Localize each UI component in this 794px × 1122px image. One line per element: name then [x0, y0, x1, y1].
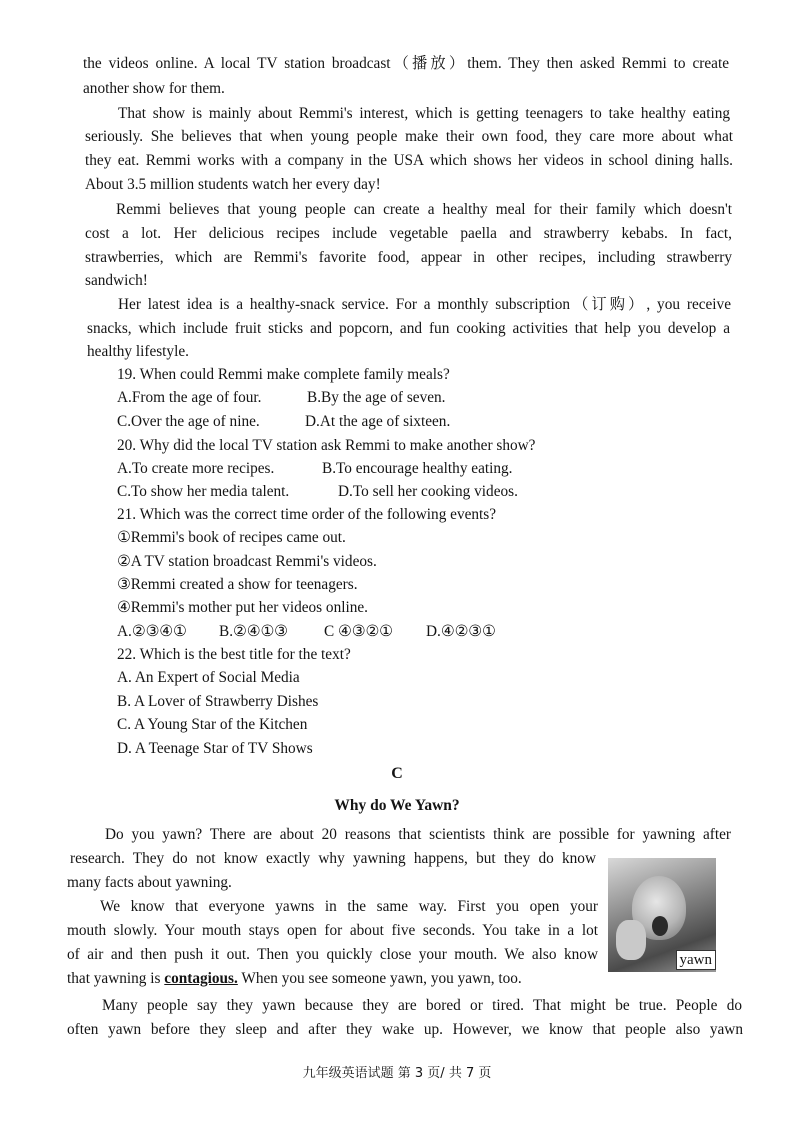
passage-line: We know that everyone yawns in the same way. First you open your — [100, 898, 598, 915]
option-a: A.To create more recipes. — [117, 460, 275, 477]
passage-title: Why do We Yawn? — [334, 797, 460, 814]
passage-line: Do you yawn? There are about 20 reasons that scientists think are possible for yawning after — [105, 826, 731, 843]
passage-line: often yawn before they sleep and after they wake up. However, we know that people also yawn — [67, 1021, 743, 1038]
option-b: B. A Lover of Strawberry Dishes — [117, 693, 319, 710]
option-a: A.From the age of four. — [117, 389, 262, 406]
option-d: D.To sell her cooking videos. — [338, 483, 518, 500]
section-letter: C — [391, 765, 403, 782]
passage-line: seriously. She believes that when young people make their own food, they care more about what — [85, 128, 733, 145]
option-b: B.To encourage healthy eating. — [322, 460, 513, 477]
option-a: A.②③④① — [117, 623, 187, 640]
option-d: D.At the age of sixteen. — [305, 413, 451, 430]
option-d: D.④②③① — [426, 623, 496, 640]
passage-line: they eat. Remmi works with a company in the USA which shows her videos in school dining halls. — [85, 152, 733, 169]
passage-line: Many people say they yawn because they are bored or tired. That might be true. People do — [102, 997, 742, 1014]
passage-line: sandwich! — [85, 272, 148, 289]
question-stem: 19. When could Remmi make complete family meals? — [117, 366, 450, 383]
passage-line: the videos online. A local TV station broadcast（播放）them. They then asked Remmi to create — [83, 55, 729, 72]
passage-line — [67, 969, 522, 989]
event-4: ④Remmi's mother put her videos online. — [117, 599, 368, 616]
event-3: ③Remmi created a show for teenagers. — [117, 576, 358, 593]
option-c: C ④③②① — [324, 623, 393, 640]
passage-line: of air and then push it out. Then you quickly close your mouth. We also know — [67, 946, 598, 963]
page-footer: 九年级英语试题 第 3 页/ 共 7 页 — [302, 1066, 492, 1081]
passage-line: another show for them. — [83, 80, 225, 97]
option-b: B.②④①③ — [219, 623, 288, 640]
question-stem: 22. Which is the best title for the text? — [117, 646, 351, 663]
passage-line: many facts about yawning. — [67, 874, 232, 891]
photo-label: yawn — [676, 950, 717, 970]
passage-line: research. They do not know exactly why yawning happens, but they do know — [70, 850, 596, 867]
event-1: ①Remmi's book of recipes came out. — [117, 529, 346, 546]
question-stem: 20. Why did the local TV station ask Remmi to make another show? — [117, 437, 536, 454]
mouth-shape — [652, 916, 668, 936]
passage-line: strawberries, which are Remmi's favorite food, appear in other recipes, including strawberry — [85, 249, 732, 266]
hand-shape — [616, 920, 646, 960]
question-stem: 21. Which was the correct time order of the following events? — [117, 506, 497, 523]
text-segment: When you see someone yawn, you yawn, too. — [237, 970, 522, 987]
passage-line: Her latest idea is a healthy-snack service. For a monthly subscription（订购）, you receive — [118, 296, 731, 313]
keyword-contagious: contagious. — [164, 970, 238, 987]
passage-line: mouth slowly. Your mouth stays open for about five seconds. You take in a lot — [67, 922, 598, 939]
option-c: C. A Young Star of the Kitchen — [117, 716, 308, 733]
passage-line: About 3.5 million students watch her every day! — [85, 176, 381, 193]
passage-line: healthy lifestyle. — [87, 343, 189, 360]
event-2: ②A TV station broadcast Remmi's videos. — [117, 553, 377, 570]
option-c: C.Over the age of nine. — [117, 413, 260, 430]
yawn-photo — [608, 858, 716, 972]
passage-line: cost a lot. Her delicious recipes include vegetable paella and strawberry kebabs. In fact, — [85, 225, 732, 242]
passage-line: snacks, which include fruit sticks and popcorn, and fun cooking activities that help you develop a — [87, 320, 730, 337]
passage-line: That show is mainly about Remmi's interest, which is getting teenagers to take healthy eating — [118, 105, 730, 122]
text-segment: that yawning is — [67, 970, 165, 987]
option-a: A. An Expert of Social Media — [117, 669, 300, 686]
option-c: C.To show her media talent. — [117, 483, 290, 500]
option-d: D. A Teenage Star of TV Shows — [117, 740, 313, 757]
passage-line: Remmi believes that young people can create a healthy meal for their family which doesn't — [116, 201, 732, 218]
option-b: B.By the age of seven. — [307, 389, 446, 406]
